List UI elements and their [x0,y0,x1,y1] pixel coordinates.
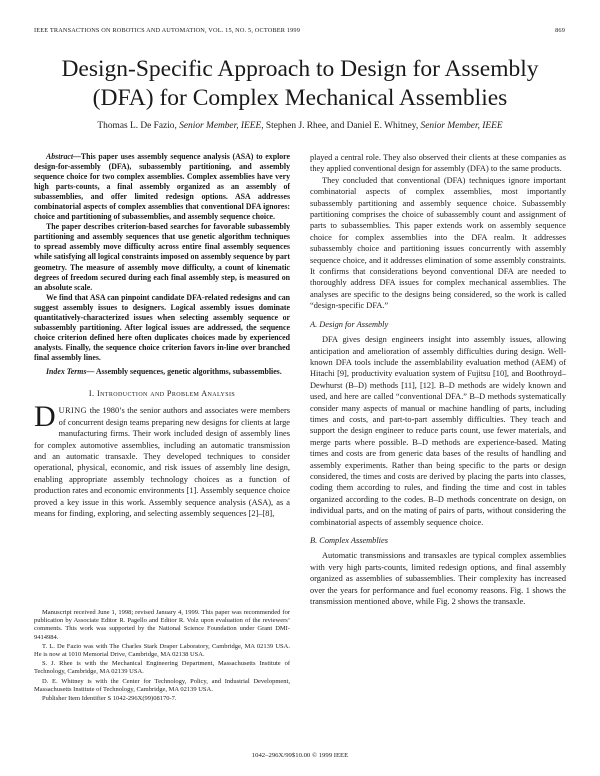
drop-cap: D [34,400,56,434]
title-line-1: Design-Specific Approach to Design for Assembly [61,56,539,82]
author-3-role: Senior Member, IEEE [420,121,503,131]
author-1-role: Senior Member, IEEE, [179,121,264,131]
section-numeral: I. [88,389,95,399]
abstract-paragraph-2: The paper describes criterion-based searches for favorable subassembly partitioning and assembly sequences that use genetic algorithm techniques to spread assembly move difficulty across entire final assembly sequences while satisfying all logical constraints imposed on assembly sequence by part geometry. The measure of assembly move difficulty, a count of kinematic degrees of freedom secured during each final assembly step, is measured on an absolute scale. [34,222,290,292]
paragraph-complex-assemblies: Automatic transmissions and transaxles are typical complex assemblies with very high parts-counts, limited redesign options, and final assembly organized as assemblies of subassemblies. Their complexity has increased over the years for performance and fuel economy reasons. Fig. 1 shows the transmission mentioned above, while Fig. 2 shows the transaxle. [310,551,566,607]
journal-citation: IEEE TRANSACTIONS ON ROBOTICS AND AUTOMATION, VOL. 15, NO. 5, OCTOBER 1999 [34,27,301,34]
section-heading [34,388,290,399]
section-title: Introduction and Problem Analysis [96,389,236,399]
title-line-2: (DFA) for Complex Mechanical Assemblies [92,85,508,111]
continued-paragraph: played a central role. They also observed their clients at these companies as they applied conventional design for assembly (DFA) to the same products. [310,153,566,174]
paragraph-design-for-assembly: DFA gives design engineers insight into assembly issues, allowing anticipation and amelioration of assembly difficulties during design. Well-known DFA tools include the assemblability evaluation method (AEM) of Hitachi [9], productivity evaluation system of Fujitsu [10], and Boothroyd–Dewhurst (B–D) methods [11], [12]. B–D methods are widely known and used, and here are called “conventional DFA.” B–D methods systematically consider many aspects of manual or machine handling of parts, including times and costs, and part-to-part assembly difficulties. They teach and support the design engineer to reduce parts count, use fewer materials, and merge parts where possible. B–D methods are experience-based. Mating times and costs are from generic data bases of the results of handling and assembly experiments. Rather than being specific to the parts or design considered, the times and costs are derived by placing the parts into classes, coding them according to rules, and finding the time and cost in tables organized according to the codes. B–D methods concentrate on design, on individual parts, and on the mating of pairs of parts, without considering the combinatorial aspects of assembly sequence choice. [310,335,566,527]
left-column [34,152,290,520]
footnote-manuscript: Manuscript received June 1, 1998; revised January 4, 1999. This paper was recommended for publication by Associate Editor R. Pagello and Editor R. Volz upon evaluation of the reviewers’ comments. This work was supported by the National Science Foundation under Grant DMI- 9414984. [34,609,290,641]
subsection-heading-a: A. Design for Assembly [310,319,389,329]
abstract [34,152,290,377]
footnote-publisher-id: Publisher Item Identifier S 1042-296X(99)08170-7. [42,695,177,703]
footnotes [34,609,290,704]
index-terms: Index Terms— Assembly sequences, genetic algorithms, subassemblies. [46,366,282,376]
author-2-3-names: Stephen J. Rhee, and Daniel E. Whitney, [265,121,419,131]
abstract-label: Abstract— [46,152,81,161]
first-word: URING [58,406,88,416]
footnote-rhee: S. J. Rhee is with the Mechanical Engineering Department, Massachusetts Institute of Technology, Cambridge, MA 02139 USA. [34,660,290,676]
paragraph-dfa-conclusion: They concluded that conventional (DFA) techniques ignore important combinatorial aspects of complex assemblies, most importantly subassembly partitioning and assembly sequence choice. Subassembly partitioning comprises the choice of subassembly count and assignment of parts to subassemblies. This paper extends work on assembly sequence choice for complex assemblies into the DFA realm. It addresses subassembly choice and partitioning issues concurrently with assembly sequence choice, and it addresses elimination of some assembly constraints. It confirms that considerations beyond conventional DFA are needed to thoroughly address DFA issues for complex mechanical assemblies. The analyses are specific to the designs being considered, so the work is called “design-specific DFA.” [310,175,566,311]
footnote-whitney: D. E. Whitney is with the Center for Technology, Policy, and Industrial Development, Massachusetts Institute of Technology, Cambridge, MA 02139 USA. [34,677,290,693]
abstract-paragraph-3: We find that ASA can pinpoint candidate DFA-related redesigns and can suggest assembly issues to designers. Logical assembly issues dominate quantitatively-characterized issues when selecting assembly sequence or subassembly partitioning. After logical issues are addressed, the sequence choice criterion defined here often duplicates choices made by experienced analysts. Finally, the sequence choice criterion favors in-line over branched final assembly lines. [34,292,290,362]
index-terms-label: Index Terms— [46,366,95,376]
footnote-de-fazio: T. L. De Fazio was with The Charles Stark Draper Laboratory, Cambridge, MA 02139 USA. He is now at 1010 Memorial Drive, Cambridge, MA 02138 USA. [34,642,290,659]
subsection-heading-b: B. Complex Assemblies [310,536,388,545]
author-list [20,120,580,132]
running-head [34,27,565,37]
copyright-footer: 1042–296X/99$10.00 © 1999 IEEE [251,752,349,759]
page-number: 869 [555,27,565,34]
right-column [310,152,566,607]
author-1-name: Thomas L. De Fazio, [97,121,177,131]
intro-paragraph: DURING the 1980’s the senior authors and associates were members of concurrent design teams preparing new designs for clients at large manufacturing firms. Their work included design of assembly lines for complex automotive assemblies, including an automatic transmission and an automatic transaxle. They developed techniques to consider operational, physical, economic, and risk issues of assembly line design, enabling appropriate assembly technology choices as a function of production rates and economic environments [1]. Assembly sequence choice proved a key issue in this work. Assembly sequence analysis (ASA), as a means for finding, exploring, and selecting assembly sequences [2]–[8], [34,400,290,519]
paper-title [20,55,580,113]
abstract-paragraph-1: Abstract—This paper uses assembly sequence analysis (ASA) to explore design-for-assembly (DFA), subassembly partitioning, and assembly sequence choice for two complex assemblies. Complex assemblies have very high parts-counts, a final assembly organized as an assembly of subassemblies, and offer limited redesign options. ASA addresses combinatorial aspects of complex assemblies that conventional DFA ignores: choice and partitioning of subassemblies, and assembly sequence choice. [34,152,290,222]
